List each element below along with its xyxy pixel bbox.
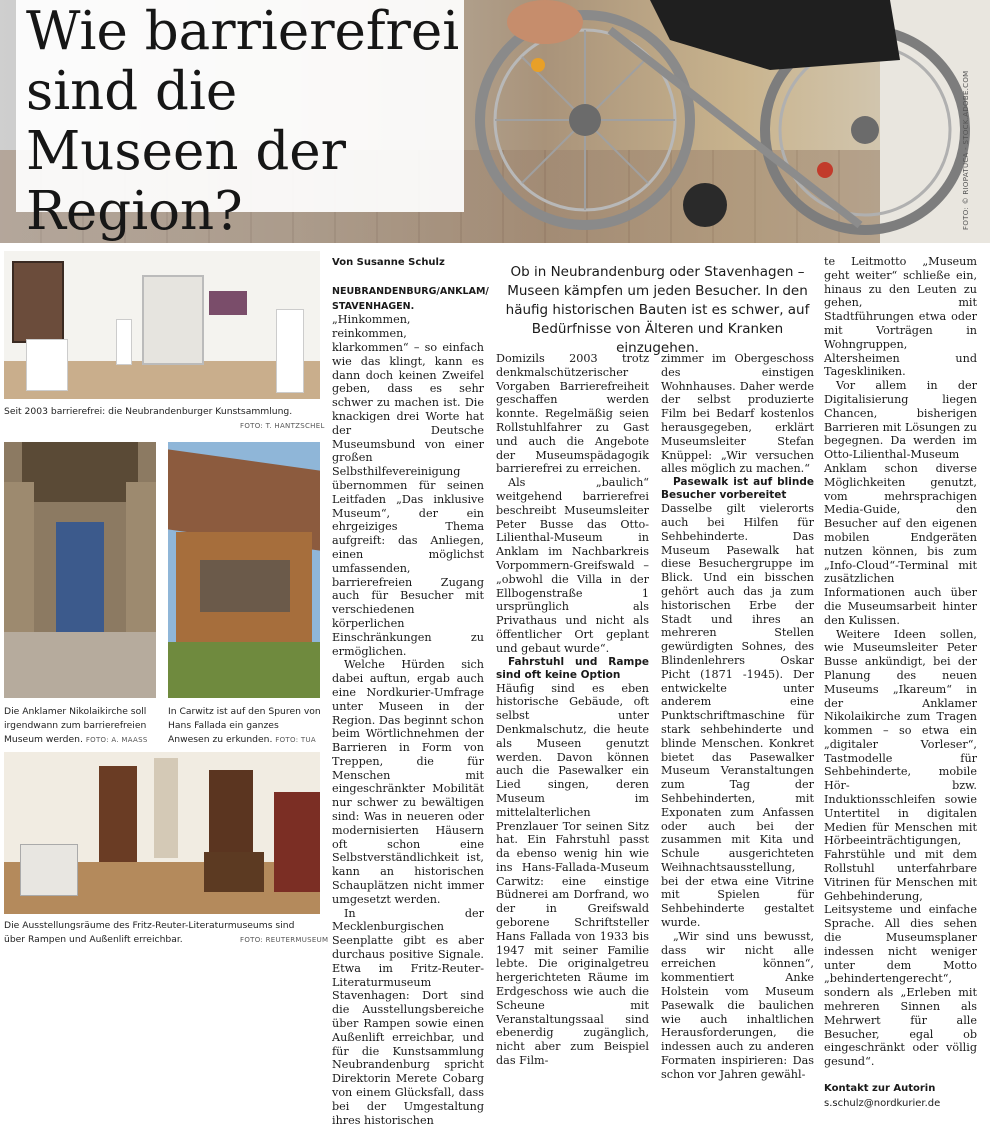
caption-nikolaikirche (4, 705, 156, 747)
paragraph: te Leitmotto „Museum geht weiter“ schließe ein, hinaus zu den Leuten zu gehen, mit Stadtführungen etwa oder mit Vorträgen in Wohngruppen, Altersheimen und Tageskliniken. (824, 255, 977, 379)
article-column-1 (332, 255, 489, 1127)
contact-email-link[interactable]: s.schulz@nordkurier.de (824, 1097, 941, 1109)
author: Von Susanne Schulz (332, 257, 445, 268)
dateline: NEUBRANDENBURG/ANKLAM/ STAVENHAGEN. (332, 285, 489, 312)
byline (332, 255, 484, 270)
headline: Wie barrierefrei sind die Museen der Region? (26, 1, 460, 242)
caption-carwitz (168, 705, 323, 747)
paragraph: Häufig sind es eben historische Gebäude, oft selbst unter Denkmalschutz, die heute als Museen genutzt werden. Davon können auch die Pasewalker ein Lied singen, deren Museum im mittelalterlichen Prenzlauer Tor seinen Sitz hat. Ein Fahrstuhl passt da ebenso wenig hin wie ins Hans-Fallada-Museum Carwitz: eine einstige Büdnerei am Dorfrand, wo der in Greifswald geborene Schriftsteller Hans Fallada von 1933 bis 1947 mit seiner Familie lebte. Die originalgetreu hergerichteten Räume im Erdgeschoss wie auch die Scheune mit Veranstaltungssaal sind ebenerdig zugänglich, nicht aber zum Beispiel das Film- (496, 681, 649, 1068)
credit-kunstsammlung: FOTO: T. HANTZSCHEL (240, 422, 325, 430)
paragraph: Weitere Ideen sollen, wie Museumsleiter Peter Busse ankündigt, bei der Planung des neuen Museums „Ikareum“ in der Anklamer Nikolaikirche zum Tragen kommen – so etwa ein „digitaler Vorleser“, Tastmodelle für Sehbehinderte, mobile Hör- bzw. Induktionsschleifen sowie Untertitel in digitalen Medien für Menschen mit Hörbeeinträchtigungen, Fahrstühle und mit dem Rollstuhl unterfahrbare Vitrinen für Menschen mit Gehbehinderung, Leitsysteme und einfache Sprache. All dies sehen die Museumsplaner indessen nicht weniger unter dem Motto „behindertengerecht“, sondern als „Erleben mit mehreren Sinnen als Mehrwert für alle Besucher, egal ob eingeschränkt oder völlig gesund“. (824, 627, 977, 1069)
credit-carwitz: FOTO: TUA (275, 736, 316, 744)
contact-block (824, 1081, 977, 1111)
article-column-2 (496, 352, 649, 1068)
wheelchair-illustration (470, 0, 990, 243)
photo-nikolaikirche (4, 442, 156, 698)
paragraph: Dasselbe gilt vielerorts auch bei Hilfen für Sehbehinderte. Das Museum Pasewalk hat diese Besuchergruppe im Blick. Und ein bisschen gehört auch das ja zum historischen Erbe der Stadt und ihres an mehreren Stellen gewürdigten Sohnes, des Blindenlehrers Oskar Picht (1871 -1945). Der entwickelte unter anderem eine Punktschriftmaschine für stark sehbehinderte und blinde Menschen. Konkret bietet das Pasewalker Museum Veranstaltungen zum Tag der Sehbehinderten, mit Exponaten zum Anfassen oder auch bei der zusammen mit Kita und Schule ausgerichteten Weihnachtsausstellung, bei der etwa eine Vitrine mit Spielen für Sehbehinderte gestaltet wurde. (661, 502, 814, 930)
paragraph: Domizils 2003 trotz denkmalschützerischer Vorgaben Barrierefreiheit geschaffen werden konnte. Regelmäßig seien Rollstuhlfahrer zu Gast und auch die Angebote der Museumspädagogik barrierefrei zu erreichen. (496, 352, 649, 476)
paragraph: Vor allem in der Digitalisierung liegen Chancen, bisherigen Barrieren mit Lösungen zu begegnen. Da werden im Otto-Lilienthal-Museum Anklam schon diverse Möglichkeiten genutzt, vom mehrsprachigen Media-Guide, den Besucher auf den eigenen mobilen Endgeräten nutzen können, bis zum „Info-Cloud“-Terminal mit zusätzlichen Informationen auch über die Museumsarbeit hinter den Kulissen. (824, 379, 977, 627)
photo-reutermuseum (4, 752, 320, 914)
photo-kunstsammlung (4, 251, 320, 399)
article-column-3 (661, 352, 814, 1082)
paragraph: zimmer im Obergeschoss des einstigen Wohnhauses. Daher werde der selbst produzierte Film bei Bedarf kostenlos herausgegeben, erklärt Museumsleiter Stefan Knüppel: „Wir versuchen alles möglich zu machen.“ (661, 352, 814, 476)
caption-reutermuseum: Die Ausstellungsräume des Fritz-Reuter-Literaturmuseums sind über Rampen und Außenlift erreichbar. (4, 920, 295, 945)
subheading-fahrstuhl: Fahrstuhl und Rampe sind oft keine Option (496, 655, 649, 681)
article-column-4 (824, 255, 977, 1111)
caption-nikolaikirche-text: Die Anklamer Nikolaikirche soll irgendwann zum barrierefreien Museum werden. (4, 706, 147, 745)
paragraph (332, 284, 489, 659)
caption-carwitz-text: In Carwitz ist auf den Spuren von Hans Fallada ein ganzes Anwesen zu erkunden. (168, 706, 321, 745)
credit-reutermuseum: FOTO: REUTERMUSEUM (240, 936, 329, 944)
paragraph: Welche Hürden sich dabei auftun, ergab auch eine Nordkurier-Umfrage unter Museen in der Region. Das beginnt schon beim Wörtlichnehmen der Barrieren in Form von Treppen, die für Menschen mit eingeschränkter Mobilität nur schwer zu bewältigen sind: Was in neueren oder modernisierten Häusern oft schon eine Selbstverständlichkeit ist, kann an historischen Schauplätzen nicht immer umgesetzt werden. (332, 658, 484, 906)
paragraph: In der Mecklenburgischen Seenplatte gibt es aber durchaus positive Signale. Etwa im Fritz-Reuter-Literaturmuseum Stavenhagen: Dort sind die Ausstellungsbereiche über Rampen sowie einen Außenlift erreichbar, und für die Kunstsammlung Neubrandenburg spricht Direktorin Merete Cobarg von einem Glücksfall, dass bei der Umgestaltung ihres historischen (332, 906, 484, 1127)
pull-quote: Ob in Neubrandenburg oder Stavenhagen – Museen kämpfen um jeden Besucher. In den häufig historischen Bauten ist es schwer, auf Bedürfnisse von Älteren und Kranken einzugehen. (505, 264, 810, 356)
caption-kunstsammlung: Seit 2003 barrierefrei: die Neubrandenburger Kunstsammlung. (4, 406, 293, 417)
hero-photo-credit: FOTO: © RIOPATUCA - STOCK.ADOBE.COM (962, 70, 970, 230)
photo-carwitz (168, 442, 320, 698)
lead-text: „Hinkommen, reinkommen, klarkommen“ – so einfach wie das klingt, kann es dann doch keinen Zweifel geben, dass es sehr schwer zu machen ist. Die knackigen drei Worte hat der Deutsche Museumsbund von einer großen Selbsthilfevereinigung übernommen für seinen Leitfaden „Das inklusive Museum“, der ein ehrgeiziges Thema aufgreift: das Anliegen, einen möglichst umfassenden, barrierefreien Zugang auch für Besucher mit verschiedenen körperlichen Einschränkungen zu ermöglichen. (332, 313, 484, 658)
credit-nikolaikirche: FOTO: A. MAASS (85, 736, 148, 744)
subheading-pasewalk: Pasewalk ist auf blinde Besucher vorbereitet (661, 476, 814, 502)
contact-heading: Kontakt zur Autorin (824, 1083, 936, 1095)
paragraph: Als „baulich“ weitgehend barrierefrei beschreibt Museumsleiter Peter Busse das Otto-Lilienthal-Museum in Anklam im Nachbarkreis Vorpommern-Greifswald – „obwohl die Villa in der Ellbogenstraße 1 ursprünglich als Privathaus und nicht als öffentlicher Ort geplant und gebaut wurde“. (496, 476, 649, 655)
paragraph: „Wir sind uns bewusst, dass wir nicht alle erreichen können“, kommentiert Anke Holstein vom Museum Pasewalk die baulichen wie auch inhaltlichen Herausforderungen, die indessen auch zu anderen Formaten inspirieren: Das schon vor Jahren gewähl- (661, 929, 814, 1081)
